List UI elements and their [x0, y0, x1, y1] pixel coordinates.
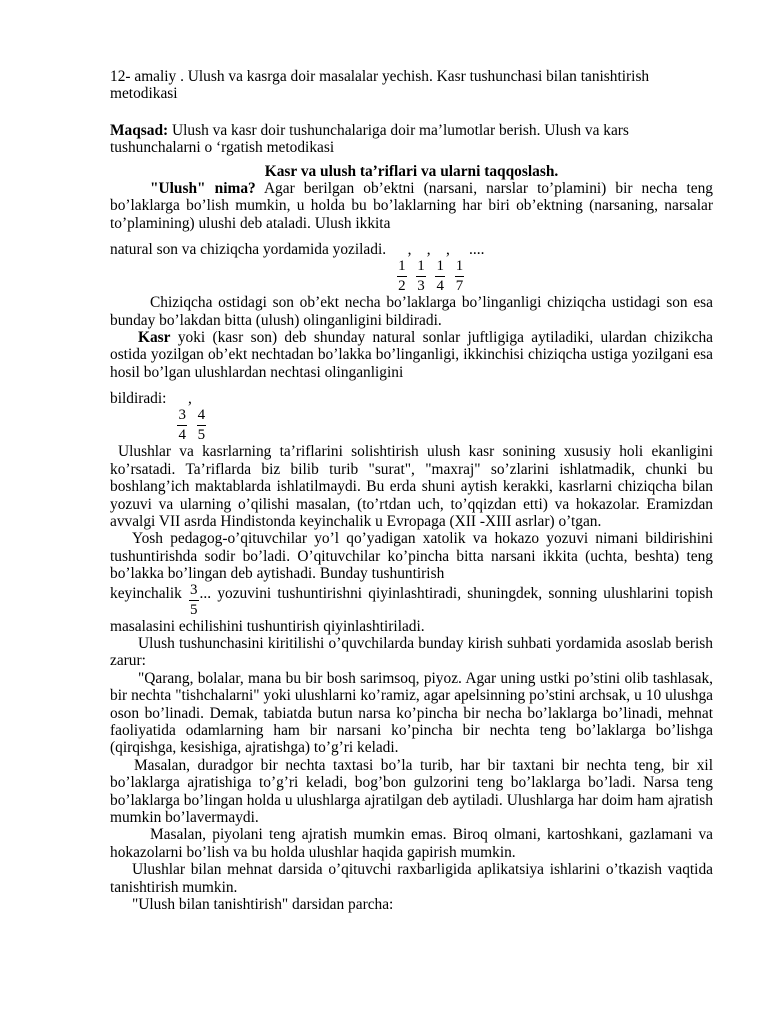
fraction-denominator: 5: [197, 427, 206, 444]
young-teachers-tail: ... yozuvini tushuntirishni qiyinlashtiradi, shuningdek, sonning ulushlarini topish masalasini echilishini tushuntirish qiyinlashtiriladi.: [110, 584, 713, 635]
paragraph-chiziqcha: Chiziqcha ostidagi son ob’ekt necha bo’laklarga bo’linganligi chiziqcha ustidagi son esa bunday bo’lakdan bitta (ulush) olinganligini bildiradi.: [110, 294, 713, 329]
fraction-denominator: 5: [190, 601, 198, 618]
fraction-denominator: 4: [436, 278, 444, 295]
paragraph-young-teachers: Yosh pedagog-o’qituvchilar yo’l qo’yadigan xatolik va hokazo yozuvi nimani bildirishini tushuntirishda sodir bo’ladi. O’qituvchilar ko’pincha bitta narsani ikkita (uchta, beshta) teng bo’lakka bo’lingan deb aytishadi. Bunday tushuntirish: [110, 530, 713, 583]
fraction-tail-text: ....: [469, 241, 485, 259]
paragraph-example-cup: Masalan, piyolani teng ajratish mumkin emas. Biroq olmani, kartoshkani, gazlamani va hokazolarni bo’lish va bu holda ulushlar haqida gapirish mumkin.: [110, 826, 713, 861]
fraction: [177, 408, 187, 443]
fraction-examples-line: natural son va chiziqcha yordamida yoziladi. $\frac{1}{2}$ , $\frac{1}{3}$ , $\frac{1}{4}$ , $\frac{1}{7}$ ....: [110, 241, 485, 295]
young-teachers-lead: keyinchalik: [110, 584, 182, 602]
fraction-numerator: 1: [435, 259, 445, 277]
paragraph-example-carpenter: Masalan, duradgor bir nechta taxtasi bo’la turib, har bir taxtani bir nechta teng, bir xil bo’laklarga ajratishiga to’g’ri keladi, bog’bon gulzorini teng bo’laklarga bo’ladi. Narsa teng bo’laklarga bo’lingan holda u ulushlarga ajratilgan deb aytiladi. Ulushlarga har doim ham ajratish mumkin bo’lavermaydi.: [110, 756, 713, 826]
kasr-keyword: Kasr: [138, 329, 171, 347]
paragraph-quote: "Qarang, bolalar, mana bu bir bosh sarimsoq, piyoz. Agar uning ustki po’stini olib tashlasak, bir nechta "tishchalarni" yoki ulushlarni ko’ramiz, agar apelsinning po’stini archsak, u 10 ulushga oson bo’linadi. Demak, tabiatda butun narsa ko’pincha bir necha bo’laklarga bo’linadi, mehnat faoliyatida odamlarning ham bir narsani ko’pincha bir nechta teng bo’laklarga bo’lishga (qirqishga, kesishiga, ajratishga) to’g’ri keladi.: [110, 669, 713, 757]
fraction-numerator: 3: [189, 583, 199, 601]
fraction-denominator: 7: [455, 278, 464, 295]
fraction: [197, 408, 207, 443]
ulush-keyword: "Ulush" nima?: [150, 180, 256, 198]
goal-label: Maqsad:: [110, 121, 169, 139]
goal-paragraph: [110, 122, 713, 157]
document-page: [110, 68, 713, 913]
fraction: [416, 259, 426, 294]
ulush-definition-text: Agar berilgan ob’ektni (narsani, narslar to’plamini) bir necha teng bo’laklarga bo’lish mumkin, u holda bu bo’laklarning har biri ob’ektning (narsaning, narsalar to’plamining) ulushi deb ataladi. Ulush ikkita: [110, 180, 714, 232]
paragraph-comparison: Ulushlar va kasrlarning ta’riflarini solishtirish ulush kasr sonining xususiy holi ekanligini ko’rsatadi. Ta’riflarda biz bilib turib "surat", "maxraj" so’zlarini ishlatmadik, chunki bu boshlang’ich maktablarda ishlatilmaydi. Bu erda shuni aytish kerakki, kasrlarni chiziqcha bilan yozuvi va ularning o’qilishi masalan, (to’rtdan uch, to’qqizdan etti) va hokazolar. Eramizdan avvalgi VII asrda Hindistonda keyinchalik u Evropaga (XII -XIII asrlar) o’tgan.: [110, 443, 713, 530]
fraction-denominator: 4: [178, 427, 186, 444]
fraction-numerator: 1: [416, 259, 426, 277]
fraction-numerator: 1: [397, 259, 407, 277]
kasr-lead-text: bildiradi:: [110, 390, 167, 408]
goal-text: Ulush va kasr doir tushunchalariga doir ma’lumotlar berish. Ulush va kars tushunchalarni o ‘rgatish metodikasi: [110, 121, 629, 157]
paragraph-kasr-definition: [110, 329, 713, 381]
section-heading: Kasr va ulush ta’riflari va ularni taqqoslash.: [264, 162, 559, 180]
fraction-numerator: 4: [197, 408, 207, 426]
paragraph-labor-lesson: Ulushlar bilan mehnat darsida o’qituvchi raxbarligida aplikatsiya ishlarini o’tkazish vaqtida tanishtirish mumkin.: [110, 861, 713, 896]
fraction-lead-text: natural son va chiziqcha yordamida yoziladi.: [110, 241, 387, 259]
fraction-denominator: 3: [417, 278, 425, 295]
paragraph-lesson-excerpt: "Ulush bilan tanishtirish" darsidan parcha:: [132, 896, 394, 914]
fraction: [435, 259, 445, 294]
fraction-numerator: 3: [177, 408, 187, 426]
fraction-numerator: 1: [455, 259, 465, 277]
fraction: [397, 259, 407, 294]
fraction-denominator: 2: [398, 278, 406, 295]
paragraph-ulush-definition: [110, 180, 713, 232]
kasr-definition-text: yoki (kasr son) deb shunday natural sonlar juftligiga aytiladiki, ulardan chizikcha ostida yozilgan ob’ekt nechtadan bo’lakka bo’linganligi, ikkinchisi chiziqcha ustiga yozilgani esa hosil bo’lgan ulushlardan nechtasi olinganligini: [110, 329, 713, 381]
kasr-examples-line: bildiradi: $\frac{3}{4}$ , $\frac{4}{5}$: [110, 390, 206, 444]
fraction: [455, 259, 465, 294]
paragraph-introduction: Ulush tushunchasini kiritilishi o’quvchilarda bunday kirish suhbati yordamida asoslab berish zarur:: [110, 634, 713, 670]
fraction: [189, 583, 199, 618]
page-title: 12- amaliy . Ulush va kasrga doir masalalar yechish. Kasr tushunchasi bilan tanishtirish metodikasi: [110, 68, 650, 103]
paragraph-young-teachers-cont: [110, 583, 713, 635]
